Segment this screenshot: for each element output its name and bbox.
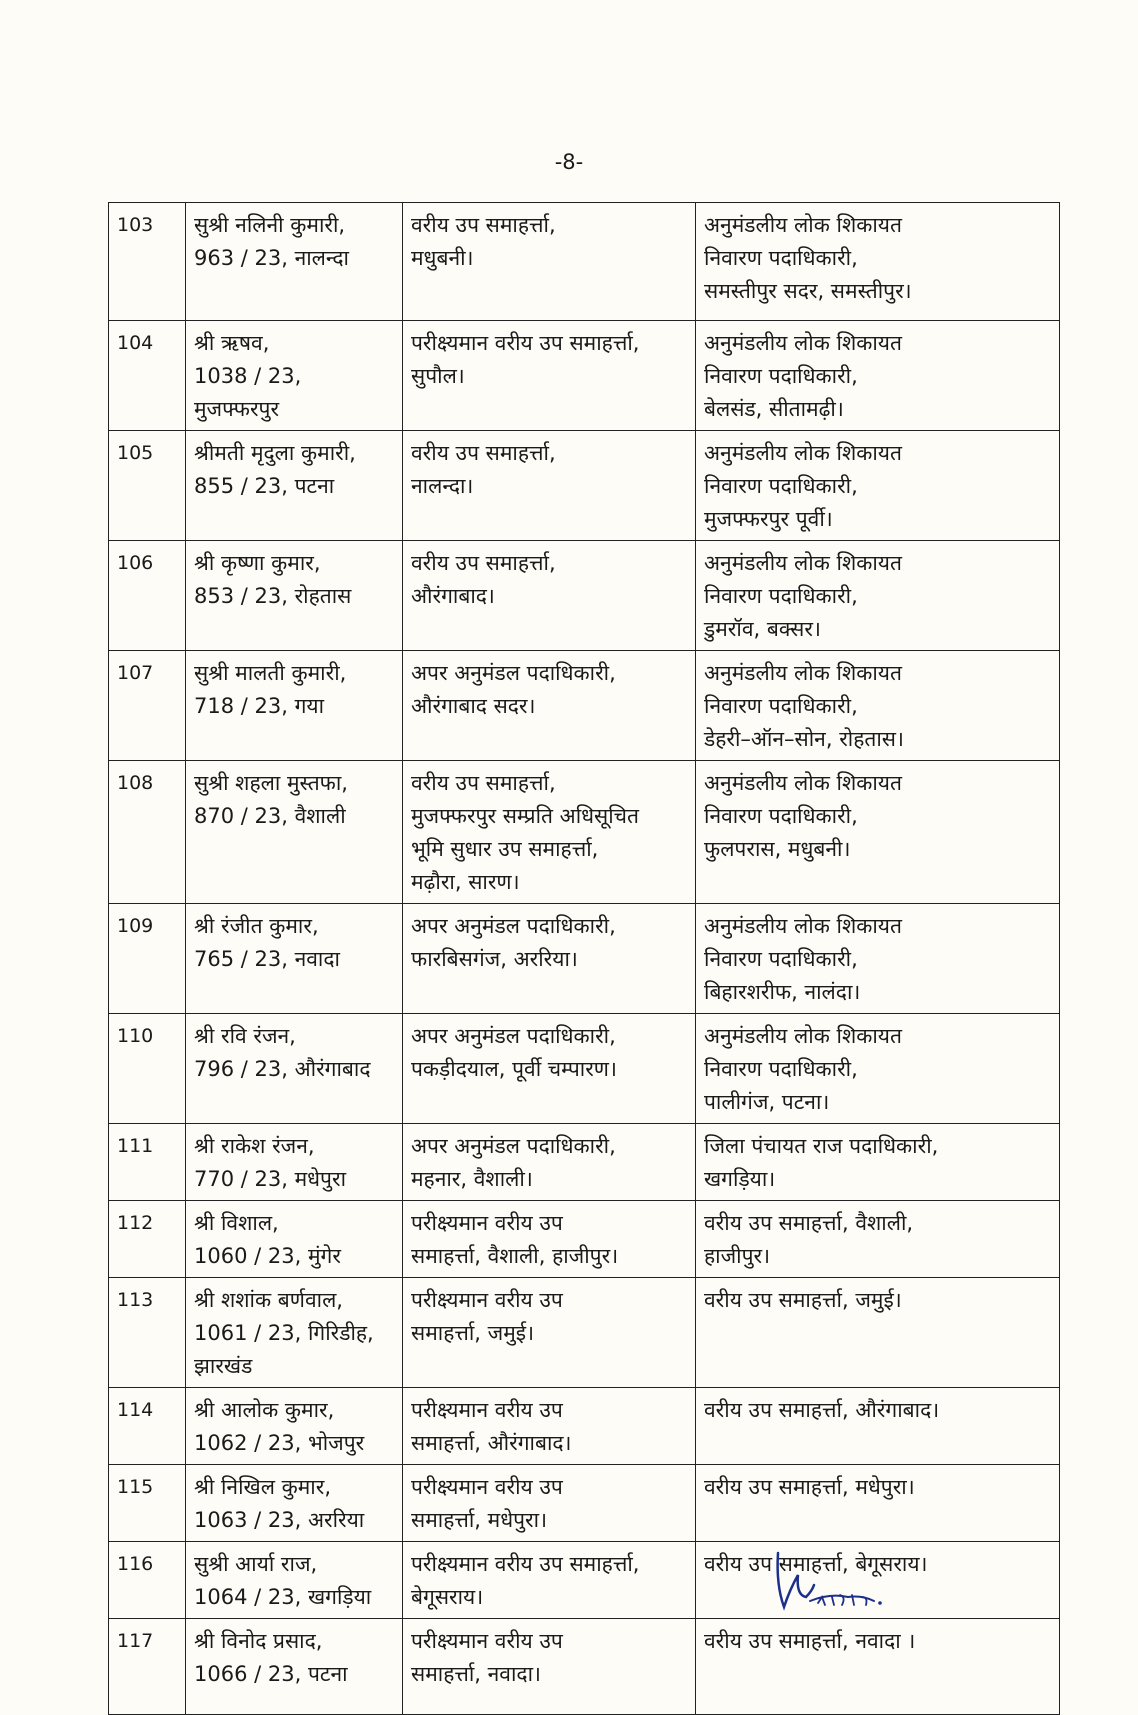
officer-name-line: सुश्री नलिनी कुमारी, [194,213,346,237]
table-row [109,761,1060,904]
handwritten-signature [770,1545,920,1625]
officer-name-cell [186,761,403,904]
new-post-line: अनुमंडलीय लोक शिकायत [704,551,902,575]
officer-name-line: श्री विशाल, [194,1211,279,1235]
current-post-cell [403,1542,696,1619]
officer-name-line: श्री विनोद प्रसाद, [194,1629,323,1653]
officer-name-line: 718 / 23, गया [194,694,325,718]
current-post-cell [403,651,696,761]
table-row [109,904,1060,1014]
officer-name-cell [186,431,403,541]
new-post-line: बिहारशरीफ, नालंदा। [704,980,861,1004]
current-post-line: वरीय उप समाहर्त्ता, [411,441,556,465]
new-post-line: निवारण पदाधिकारी, [704,364,858,388]
current-post-line: औरंगाबाद सदर। [411,694,536,718]
officer-name-line: सुश्री मालती कुमारी, [194,661,347,685]
new-post-cell [696,1619,1060,1715]
officer-name-line: श्री राकेश रंजन, [194,1134,315,1158]
new-post-line: निवारण पदाधिकारी, [704,947,858,971]
new-post-line: फुलपरास, मधुबनी। [704,837,851,861]
officer-name-cell [186,1619,403,1715]
current-post-cell [403,1201,696,1278]
serial-number: 103 [109,203,186,321]
officer-name-line: 765 / 23, नवादा [194,947,340,971]
officer-name-line: श्री ऋषव, [194,331,270,355]
new-post-line: मुजफ्फरपुर पूर्वी। [704,507,833,531]
new-post-cell [696,1124,1060,1201]
serial-number: 108 [109,761,186,904]
current-post-line: परीक्ष्यमान वरीय उप [411,1629,563,1653]
new-post-line: निवारण पदाधिकारी, [704,474,858,498]
new-post-cell [696,1278,1060,1388]
new-post-line: अनुमंडलीय लोक शिकायत [704,771,902,795]
current-post-cell [403,321,696,431]
current-post-line: नालन्दा। [411,474,474,498]
new-post-line: अनुमंडलीय लोक शिकायत [704,213,902,237]
officer-name-line: 855 / 23, पटना [194,474,335,498]
serial-number: 107 [109,651,186,761]
current-post-line: परीक्ष्यमान वरीय उप समाहर्त्ता, [411,1552,640,1576]
serial-number: 115 [109,1465,186,1542]
new-post-cell [696,203,1060,321]
officer-name-line: 1063 / 23, अररिया [194,1508,365,1532]
new-post-line: जिला पंचायत राज पदाधिकारी, [704,1134,939,1158]
current-post-line: मढ़ौरा, सारण। [411,870,520,894]
current-post-cell [403,1388,696,1465]
current-post-line: परीक्ष्यमान वरीय उप [411,1398,563,1422]
table-row [109,431,1060,541]
serial-number: 113 [109,1278,186,1388]
current-post-cell [403,904,696,1014]
officer-name-line: 1060 / 23, मुंगेर [194,1244,341,1268]
current-post-line: समाहर्त्ता, जमुई। [411,1321,535,1345]
officer-name-line: श्री शशांक बर्णवाल, [194,1288,343,1312]
new-post-line: अनुमंडलीय लोक शिकायत [704,1024,902,1048]
current-post-line: महनार, वैशाली। [411,1167,533,1191]
current-post-line: सुपौल। [411,364,465,388]
transfer-table [108,202,1060,1715]
current-post-cell [403,1465,696,1542]
new-post-line: निवारण पदाधिकारी, [704,246,858,270]
new-post-line: वरीय उप समाहर्त्ता, जमुई। [704,1288,902,1312]
new-post-line: अनुमंडलीय लोक शिकायत [704,914,902,938]
current-post-line: वरीय उप समाहर्त्ता, [411,551,556,575]
officer-name-line: सुश्री शहला मुस्तफा, [194,771,348,795]
current-post-line: समाहर्त्ता, मधेपुरा। [411,1508,548,1532]
new-post-cell [696,1201,1060,1278]
serial-number: 111 [109,1124,186,1201]
current-post-line: समाहर्त्ता, नवादा। [411,1662,541,1686]
current-post-line: औरंगाबाद। [411,584,495,608]
officer-name-cell [186,904,403,1014]
new-post-line: अनुमंडलीय लोक शिकायत [704,331,902,355]
new-post-cell [696,1014,1060,1124]
table-body [109,203,1060,1715]
new-post-cell [696,541,1060,651]
table-row [109,1124,1060,1201]
officer-name-line: श्री निखिल कुमार, [194,1475,331,1499]
current-post-line: वरीय उप समाहर्त्ता, [411,213,556,237]
current-post-line: अपर अनुमंडल पदाधिकारी, [411,914,616,938]
new-post-line: पालीगंज, पटना। [704,1090,830,1114]
officer-name-line: 870 / 23, वैशाली [194,804,346,828]
serial-number: 106 [109,541,186,651]
new-post-cell [696,651,1060,761]
serial-number: 117 [109,1619,186,1715]
current-post-cell [403,1014,696,1124]
current-post-line: पकड़ीदयाल, पूर्वी चम्पारण। [411,1057,617,1081]
officer-name-cell [186,1465,403,1542]
officer-name-cell [186,651,403,761]
table-row [109,541,1060,651]
new-post-cell [696,761,1060,904]
new-post-cell [696,431,1060,541]
current-post-line: अपर अनुमंडल पदाधिकारी, [411,1024,616,1048]
officer-name-line: 963 / 23, नालन्दा [194,246,349,270]
new-post-line: वरीय उप समाहर्त्ता, वैशाली, [704,1211,914,1235]
new-post-line: निवारण पदाधिकारी, [704,804,858,828]
new-post-cell [696,1465,1060,1542]
new-post-line: वरीय उप समाहर्त्ता, नवादा । [704,1629,916,1653]
serial-number: 110 [109,1014,186,1124]
new-post-line: वरीय उप समाहर्त्ता, मधेपुरा। [704,1475,915,1499]
serial-number: 105 [109,431,186,541]
officer-name-line: सुश्री आर्या राज, [194,1552,318,1576]
new-post-line: हाजीपुर। [704,1244,771,1268]
serial-number: 114 [109,1388,186,1465]
new-post-line: खगड़िया। [704,1167,776,1191]
officer-name-line: 770 / 23, मधेपुरा [194,1167,347,1191]
table-row [109,1388,1060,1465]
new-post-cell [696,321,1060,431]
new-post-line: समस्तीपुर सदर, समस्तीपुर। [704,279,912,303]
officer-name-line: झारखंड [194,1354,253,1378]
table-row [109,321,1060,431]
table-row [109,651,1060,761]
table-row [109,1014,1060,1124]
new-post-line: वरीय उप समाहर्त्ता, बेगूसराय। [704,1552,928,1576]
table-row [109,1278,1060,1388]
new-post-line: निवारण पदाधिकारी, [704,1057,858,1081]
officer-name-line: 1062 / 23, भोजपुर [194,1431,365,1455]
current-post-line: फारबिसगंज, अररिया। [411,947,578,971]
table-row [109,1465,1060,1542]
officer-name-cell [186,321,403,431]
new-post-cell [696,904,1060,1014]
officer-name-cell [186,1014,403,1124]
current-post-cell [403,761,696,904]
officer-name-cell [186,203,403,321]
officer-name-cell [186,1124,403,1201]
current-post-line: भूमि सुधार उप समाहर्त्ता, [411,837,599,861]
officer-name-line: 1066 / 23, पटना [194,1662,348,1686]
current-post-cell [403,1619,696,1715]
current-post-cell [403,1278,696,1388]
officer-name-cell [186,1278,403,1388]
serial-number: 116 [109,1542,186,1619]
officer-name-line: श्री रंजीत कुमार, [194,914,319,938]
current-post-line: मधुबनी। [411,246,474,270]
current-post-line: अपर अनुमंडल पदाधिकारी, [411,661,616,685]
new-post-cell [696,1388,1060,1465]
officer-name-cell [186,1388,403,1465]
officer-name-line: 1061 / 23, गिरिडीह, [194,1321,374,1345]
new-post-line: डुमरॉव, बक्सर। [704,617,821,641]
new-post-line: डेहरी–ऑन–सोन, रोहतास। [704,727,904,751]
current-post-line: समाहर्त्ता, वैशाली, हाजीपुर। [411,1244,619,1268]
current-post-line: परीक्ष्यमान वरीय उप समाहर्त्ता, [411,331,640,355]
new-post-line: अनुमंडलीय लोक शिकायत [704,661,902,685]
officer-name-cell [186,1542,403,1619]
serial-number: 112 [109,1201,186,1278]
new-post-line: निवारण पदाधिकारी, [704,694,858,718]
new-post-line: वरीय उप समाहर्त्ता, औरंगाबाद। [704,1398,940,1422]
officer-name-line: मुजफ्फरपुर [194,397,280,421]
current-post-line: वरीय उप समाहर्त्ता, [411,771,556,795]
officer-name-line: श्री कृष्णा कुमार, [194,551,321,575]
officer-name-line: 1064 / 23, खगड़िया [194,1585,372,1609]
current-post-line: परीक्ष्यमान वरीय उप [411,1211,563,1235]
new-post-line: निवारण पदाधिकारी, [704,584,858,608]
new-post-line: अनुमंडलीय लोक शिकायत [704,441,902,465]
current-post-line: समाहर्त्ता, औरंगाबाद। [411,1431,572,1455]
current-post-line: मुजफ्फरपुर सम्प्रति अधिसूचित [411,804,639,828]
table-row [109,1201,1060,1278]
current-post-cell [403,431,696,541]
current-post-line: अपर अनुमंडल पदाधिकारी, [411,1134,616,1158]
officer-name-line: 853 / 23, रोहतास [194,584,352,608]
officer-name-line: श्रीमती मृदुला कुमारी, [194,441,356,465]
current-post-line: बेगूसराय। [411,1585,484,1609]
current-post-line: परीक्ष्यमान वरीय उप [411,1288,563,1312]
new-post-line: बेलसंड, सीतामढ़ी। [704,397,844,421]
officer-name-cell [186,541,403,651]
officer-name-line: 1038 / 23, [194,364,302,388]
page-number: -8- [554,150,584,174]
serial-number: 104 [109,321,186,431]
officer-name-line: श्री आलोक कुमार, [194,1398,335,1422]
officer-name-cell [186,1201,403,1278]
current-post-cell [403,203,696,321]
current-post-line: परीक्ष्यमान वरीय उप [411,1475,563,1499]
current-post-cell [403,1124,696,1201]
officer-name-line: श्री रवि रंजन, [194,1024,296,1048]
table-row [109,1619,1060,1715]
serial-number: 109 [109,904,186,1014]
officer-name-line: 796 / 23, औरंगाबाद [194,1057,371,1081]
table-row [109,203,1060,321]
current-post-cell [403,541,696,651]
